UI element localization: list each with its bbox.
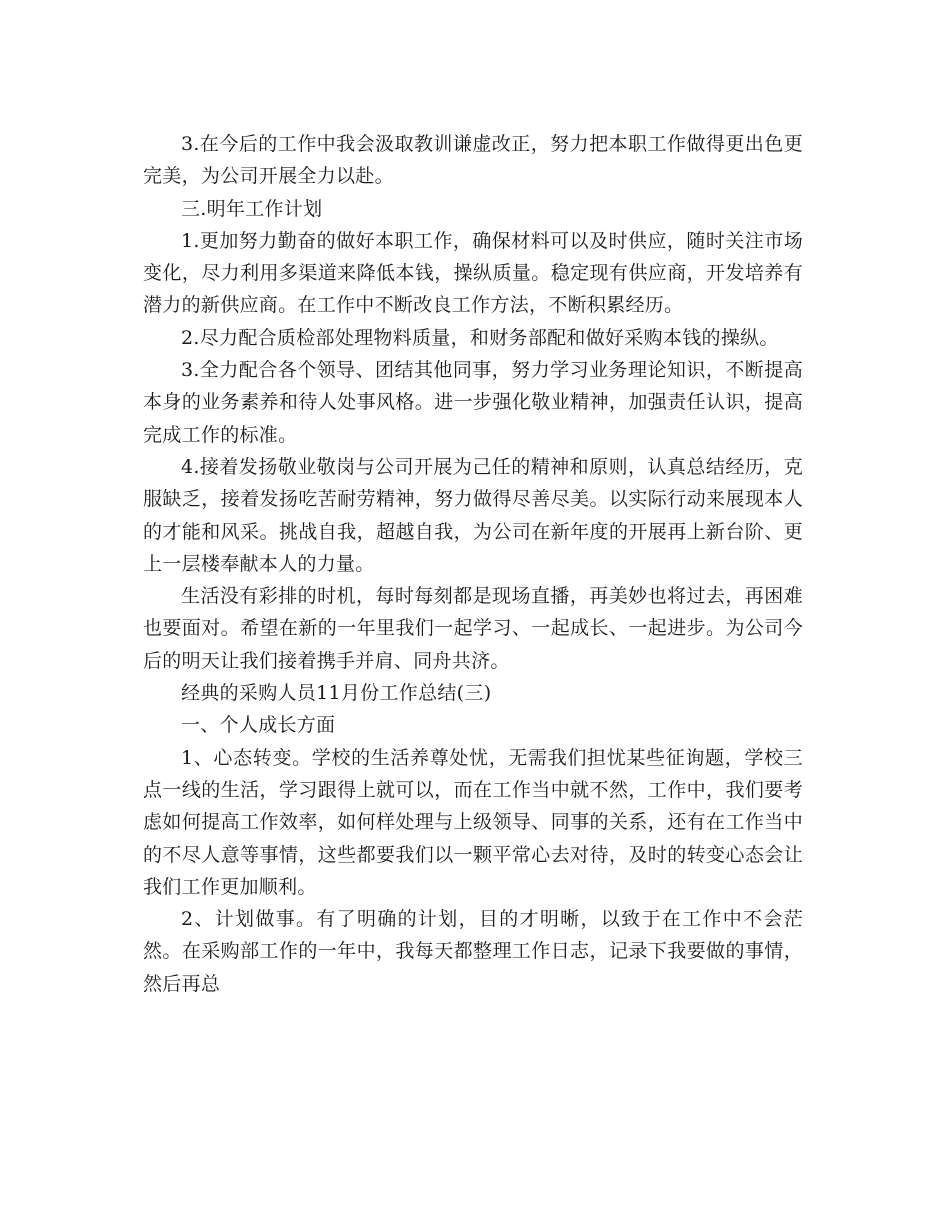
paragraph: 1.更加努力勤奋的做好本职工作，确保材料可以及时供应，随时关注市场变化，尽力利用多渠道来降低本钱，操纵质量。稳定现有供应商，开发培养有潜力的新供应商。在工作中不断改良工作方法，不断积累经历。: [143, 229, 803, 317]
paragraph: 3.全力配合各个领导、团结其他同事，努力学习业务理论知识，不断提高本身的业务素养和待人处事风格。进一步强化敬业精神，加强责任认识，提高完成工作的标准。: [143, 359, 803, 446]
paragraph: 4.接着发扬敬业敬岗与公司开展为己任的精神和原则，认真总结经历，克服缺乏，接着发扬吃苦耐劳精神，努力做得尽善尽美。以实际行动来展现本人的才能和风采。挑战自我，超越自我，为公司在新年度的开展再上新台阶、更上一层楼奉献本人的力量。: [143, 455, 803, 575]
paragraph: 2、计划做事。有了明确的计划，目的才明晰，以致于在工作中不会茫然。在采购部工作的一年中，我每天都整理工作日志，记录下我要做的事情，然后再总: [143, 908, 803, 995]
paragraph: 2.尽力配合质检部处理物料质量，和财务部配和做好采购本钱的操纵。: [181, 326, 779, 349]
paragraph: 1、心态转变。学校的生活养尊处忧，无需我们担忧某些征询题，学校三点一线的生活，学习跟得上就可以，而在工作当中就不然，工作中，我们要考虑如何提高工作效率，如何样处理与上级领导、同事的关系，还有在工作当中的不尽人意等事情，这些都要我们以一颗平常心去对待，及时的转变心态会让我们工作更加顺利。: [143, 746, 803, 898]
section-heading: 三.明年工作计划: [181, 197, 323, 220]
document-body: [143, 128, 803, 1000]
paragraph: 3.在今后的工作中我会汲取教训谦虚改正，努力把本职工作做得更出色更完美，为公司开展全力以赴。: [143, 133, 803, 188]
section-heading: 一、个人成长方面: [181, 714, 336, 737]
document-subtitle: 经典的采购人员11月份工作总结(三): [181, 682, 492, 705]
paragraph: 生活没有彩排的时机，每时每刻都是现场直播，再美妙也将过去，再困难也要面对。希望在新的一年里我们一起学习、一起成长、一起进步。为公司今后的明天让我们接着携手并肩、同舟共济。: [143, 585, 803, 672]
